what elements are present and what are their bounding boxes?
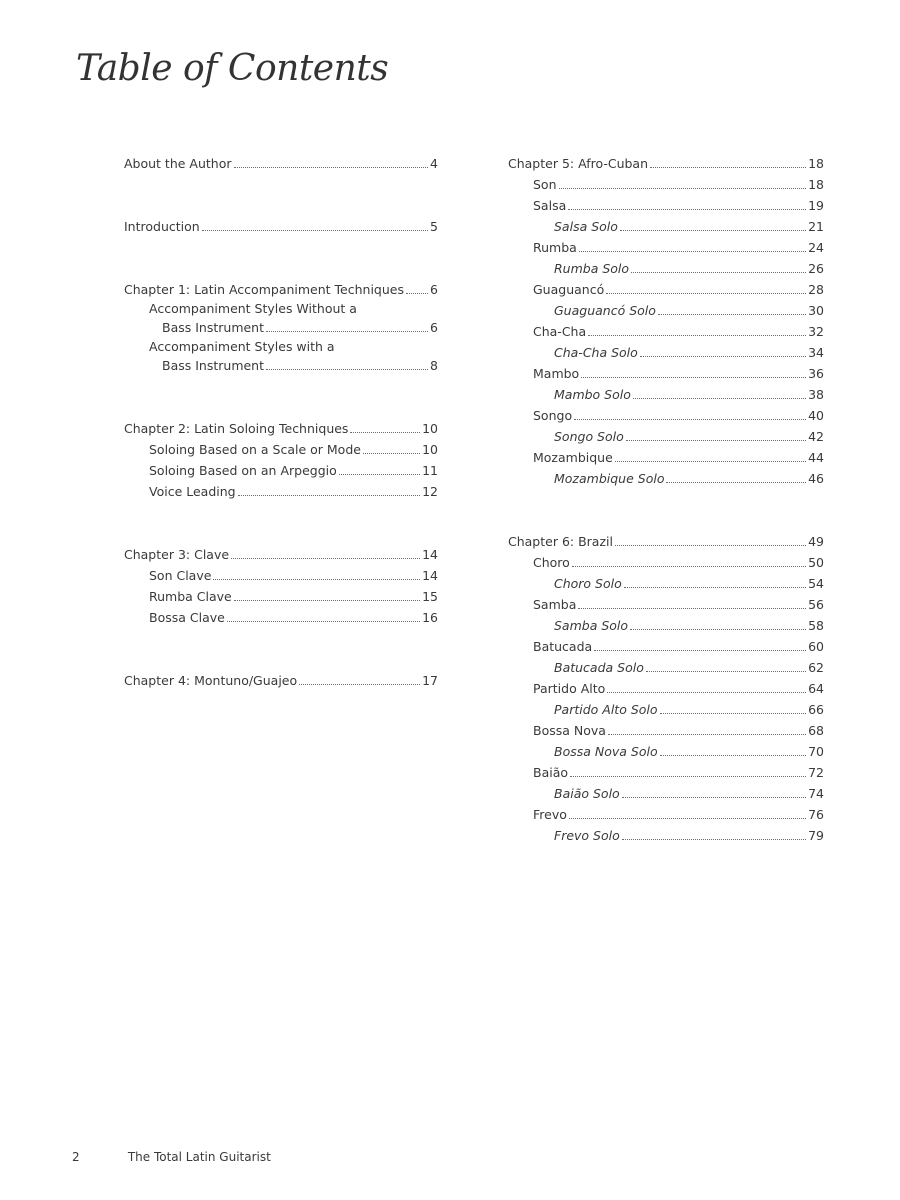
entry-label: Voice Leading (149, 484, 236, 499)
entry-label: About the Author (124, 156, 232, 171)
entry-page-number: 64 (808, 681, 824, 696)
dot-leader (666, 482, 806, 483)
toc-section-entry[interactable] (508, 234, 824, 255)
dot-leader (581, 377, 806, 378)
entry-page-number: 79 (808, 828, 824, 843)
entry-page-number: 19 (808, 198, 824, 213)
toc-subsection-entry[interactable] (508, 297, 824, 318)
entry-page-number: 15 (422, 589, 438, 604)
entry-page-number: 58 (808, 618, 824, 633)
toc-subsection-entry[interactable] (508, 381, 824, 402)
entry-label: Cha-Cha Solo (554, 345, 638, 360)
toc-section-entry[interactable] (124, 478, 438, 499)
entry-page-number: 10 (422, 421, 438, 436)
entry-page-number: 49 (808, 534, 824, 549)
toc-section-entry[interactable] (124, 562, 438, 583)
entry-label: Choro Solo (554, 576, 622, 591)
dot-leader (607, 692, 806, 693)
toc-chapter-entry[interactable] (508, 528, 824, 549)
entry-label: Mambo (533, 366, 580, 381)
entry-page-number: 30 (808, 303, 824, 318)
page-title: Table of Contents (76, 48, 389, 89)
toc-section-entry[interactable] (124, 583, 438, 604)
entry-page-number: 21 (808, 219, 824, 234)
entry-page-number: 54 (808, 576, 824, 591)
entry-page-number: 16 (422, 610, 438, 625)
dot-leader (202, 230, 428, 231)
entry-label: Salsa Solo (554, 219, 618, 234)
dot-leader (622, 839, 806, 840)
entry-page-number: 74 (808, 786, 824, 801)
entry-label: Rumba Solo (554, 261, 630, 276)
entry-page-number: 11 (422, 463, 438, 478)
entry-label: Bossa Nova (533, 723, 606, 738)
toc-subsection-entry[interactable] (508, 570, 824, 591)
entry-label: Chapter 6: Brazil (508, 534, 613, 549)
dot-leader (606, 293, 806, 294)
entry-label: Accompaniment Styles with a (149, 339, 335, 354)
dot-leader (646, 671, 806, 672)
entry-label: Introduction (124, 219, 200, 234)
dot-leader (350, 432, 420, 433)
entry-label: Salsa (533, 198, 567, 213)
entry-page-number: 24 (808, 240, 824, 255)
entry-page-number: 14 (422, 547, 438, 562)
entry-page-number: 72 (808, 765, 824, 780)
toc-chapter-entry[interactable] (124, 667, 438, 688)
entry-page-number: 60 (808, 639, 824, 654)
entry-label: Songo Solo (554, 429, 624, 444)
entry-page-number: 6 (430, 282, 438, 297)
page-footer (72, 1150, 271, 1164)
toc-group (124, 541, 438, 625)
entry-label: Batucada (533, 639, 593, 654)
toc-chapter-entry[interactable] (124, 150, 438, 171)
dot-leader (650, 167, 806, 168)
entry-label: Songo (533, 408, 573, 423)
entry-label: Soloing Based on an Arpeggio (149, 463, 337, 478)
toc-subsection-entry[interactable] (508, 339, 824, 360)
dot-leader (570, 776, 806, 777)
entry-page-number: 18 (808, 156, 824, 171)
entry-page-number: 17 (422, 673, 438, 688)
dot-leader (630, 629, 806, 630)
dot-leader (640, 356, 806, 357)
entry-line-2 (149, 354, 438, 373)
entry-label: Chapter 3: Clave (124, 547, 230, 562)
dot-leader (572, 566, 806, 567)
entry-page-number: 5 (430, 219, 438, 234)
entry-label: Rumba (533, 240, 577, 255)
dot-leader (568, 209, 806, 210)
entry-label: Mozambique (533, 450, 613, 465)
dot-leader (615, 461, 806, 462)
entry-page-number: 4 (430, 156, 438, 171)
entry-page-number: 6 (430, 320, 438, 335)
dot-leader (299, 684, 420, 685)
dot-leader (579, 251, 806, 252)
dot-leader (234, 600, 420, 601)
entry-page-number: 36 (808, 366, 824, 381)
entry-label: Chapter 5: Afro-Cuban (508, 156, 649, 171)
dot-leader (574, 419, 806, 420)
toc-section-entry[interactable] (508, 549, 824, 570)
toc-section-entry[interactable] (508, 276, 824, 297)
dot-leader (594, 650, 806, 651)
dot-leader (363, 453, 420, 454)
toc-group (124, 213, 438, 234)
entry-page-number: 12 (422, 484, 438, 499)
toc-group (124, 667, 438, 688)
footer-book-title: The Total Latin Guitarist (127, 1150, 271, 1164)
toc-chapter-entry[interactable] (124, 415, 438, 436)
entry-label: Baião (533, 765, 569, 780)
toc-section-entry[interactable] (124, 335, 438, 373)
entry-label: Frevo (533, 807, 567, 822)
entry-label: Partido Alto Solo (554, 702, 658, 717)
dot-leader (231, 558, 420, 559)
entry-page-number: 28 (808, 282, 824, 297)
entry-label: Guaguancó (533, 282, 605, 297)
dot-leader (406, 293, 428, 294)
toc-subsection-entry[interactable] (508, 465, 824, 486)
entry-page-number: 44 (808, 450, 824, 465)
toc-section-entry[interactable] (508, 717, 824, 738)
entry-page-number: 76 (808, 807, 824, 822)
entry-label: Chapter 2: Latin Soloing Techniques (124, 421, 349, 436)
toc-subsection-entry[interactable] (508, 213, 824, 234)
dot-leader (620, 230, 806, 231)
toc-left-column (124, 150, 438, 688)
entry-label-continued: Bass Instrument (162, 358, 265, 373)
dot-leader (266, 369, 428, 370)
entry-label: Chapter 4: Montuno/Guajeo (124, 673, 298, 688)
toc-chapter-entry[interactable] (124, 213, 438, 234)
dot-leader (234, 167, 429, 168)
toc-subsection-entry[interactable] (508, 780, 824, 801)
entry-label: Partido Alto (533, 681, 606, 696)
entry-page-number: 40 (808, 408, 824, 423)
entry-page-number: 46 (808, 471, 824, 486)
toc-section-entry[interactable] (508, 591, 824, 612)
entry-page-number: 14 (422, 568, 438, 583)
toc-subsection-entry[interactable] (508, 612, 824, 633)
entry-page-number: 42 (808, 429, 824, 444)
entry-line-2 (149, 316, 438, 335)
toc-chapter-entry[interactable] (124, 541, 438, 562)
dot-leader (608, 734, 806, 735)
dot-leader (660, 755, 806, 756)
toc-section-entry[interactable] (124, 297, 438, 335)
dot-leader (569, 818, 806, 819)
toc-group (508, 150, 824, 486)
dot-leader (615, 545, 806, 546)
toc-section-entry[interactable] (508, 402, 824, 423)
toc-section-entry[interactable] (508, 675, 824, 696)
toc-right-column (508, 150, 824, 843)
toc-subsection-entry[interactable] (508, 822, 824, 843)
entry-label: Cha-Cha (533, 324, 587, 339)
entry-label: Samba Solo (554, 618, 629, 633)
dot-leader (622, 797, 806, 798)
entry-label: Frevo Solo (554, 828, 620, 843)
entry-label: Batucada Solo (554, 660, 644, 675)
entry-label: Samba (533, 597, 577, 612)
toc-chapter-entry[interactable] (508, 150, 824, 171)
dot-leader (633, 398, 806, 399)
toc-subsection-entry[interactable] (508, 738, 824, 759)
entry-label: Bossa Clave (149, 610, 225, 625)
toc-group (508, 528, 824, 843)
entry-label-continued: Bass Instrument (162, 320, 265, 335)
toc-chapter-entry[interactable] (124, 276, 438, 297)
toc-section-entry[interactable] (508, 801, 824, 822)
entry-label: Rumba Clave (149, 589, 232, 604)
toc-section-entry[interactable] (508, 360, 824, 381)
dot-leader (624, 587, 806, 588)
dot-leader (631, 272, 806, 273)
dot-leader (658, 314, 806, 315)
toc-section-entry[interactable] (508, 171, 824, 192)
dot-leader (559, 188, 807, 189)
toc-section-entry[interactable] (508, 633, 824, 654)
entry-page-number: 56 (808, 597, 824, 612)
dot-leader (660, 713, 807, 714)
toc-subsection-entry[interactable] (508, 654, 824, 675)
entry-label: Accompaniment Styles Without a (149, 301, 357, 316)
toc-subsection-entry[interactable] (508, 696, 824, 717)
entry-label: Son (533, 177, 557, 192)
dot-leader (626, 440, 806, 441)
entry-label: Choro (533, 555, 570, 570)
entry-label: Son Clave (149, 568, 212, 583)
entry-page-number: 38 (808, 387, 824, 402)
dot-leader (227, 621, 420, 622)
entry-page-number: 26 (808, 261, 824, 276)
entry-page-number: 18 (808, 177, 824, 192)
footer-page-number: 2 (72, 1150, 80, 1164)
dot-leader (578, 608, 806, 609)
entry-label: Bossa Nova Solo (554, 744, 658, 759)
dot-leader (213, 579, 420, 580)
toc-group (124, 150, 438, 171)
entry-page-number: 66 (808, 702, 824, 717)
entry-line-1 (149, 297, 438, 316)
toc-group (124, 415, 438, 499)
entry-page-number: 8 (430, 358, 438, 373)
toc-section-entry[interactable] (508, 192, 824, 213)
entry-label: Mambo Solo (554, 387, 631, 402)
toc-section-entry[interactable] (124, 436, 438, 457)
toc-group (124, 276, 438, 373)
entry-page-number: 68 (808, 723, 824, 738)
entry-label: Guaguancó Solo (554, 303, 656, 318)
entry-page-number: 10 (422, 442, 438, 457)
dot-leader (238, 495, 420, 496)
entry-page-number: 34 (808, 345, 824, 360)
entry-label: Chapter 1: Latin Accompaniment Techniques (124, 282, 404, 297)
entry-label: Mozambique Solo (554, 471, 665, 486)
entry-page-number: 32 (808, 324, 824, 339)
entry-page-number: 62 (808, 660, 824, 675)
entry-line-1 (149, 335, 438, 354)
entry-label: Baião Solo (554, 786, 620, 801)
dot-leader (339, 474, 420, 475)
entry-label: Soloing Based on a Scale or Mode (149, 442, 361, 457)
toc-subsection-entry[interactable] (508, 423, 824, 444)
entry-page-number: 50 (808, 555, 824, 570)
toc-subsection-entry[interactable] (508, 255, 824, 276)
toc-section-entry[interactable] (508, 759, 824, 780)
toc-section-entry[interactable] (508, 318, 824, 339)
toc-section-entry[interactable] (124, 457, 438, 478)
dot-leader (588, 335, 806, 336)
toc-section-entry[interactable] (508, 444, 824, 465)
dot-leader (266, 331, 428, 332)
entry-page-number: 70 (808, 744, 824, 759)
toc-section-entry[interactable] (124, 604, 438, 625)
